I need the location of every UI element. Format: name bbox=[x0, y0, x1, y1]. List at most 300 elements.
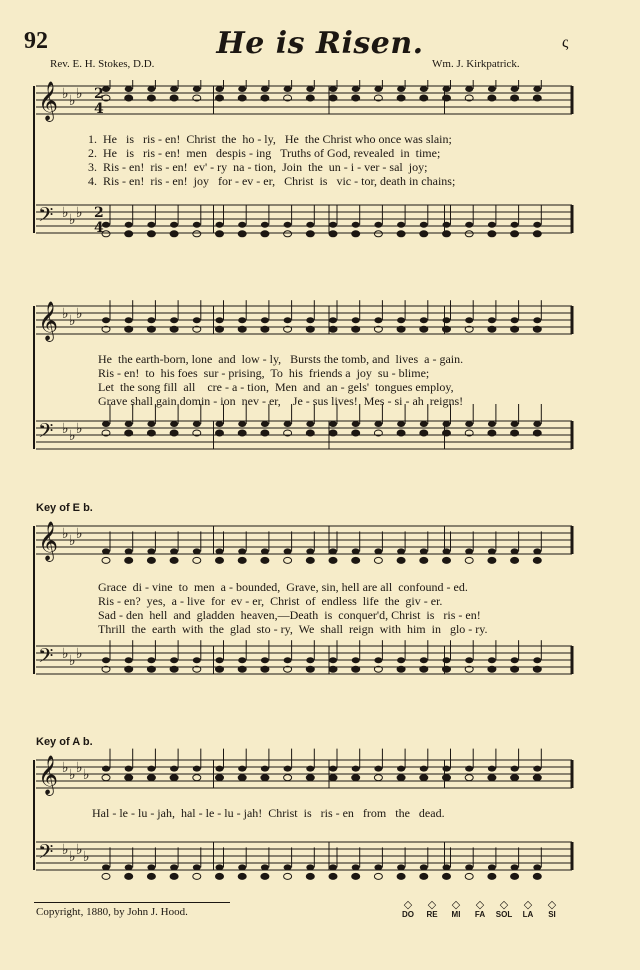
verse-3-line-1 bbox=[88, 160, 640, 174]
note-head bbox=[397, 548, 405, 554]
note-head bbox=[511, 231, 519, 237]
note-head bbox=[102, 864, 110, 870]
note-head bbox=[125, 873, 133, 879]
note-head bbox=[284, 864, 292, 870]
bass-clef-icon: 𝄢 bbox=[38, 419, 54, 447]
note-head bbox=[533, 86, 541, 92]
note-head bbox=[238, 421, 246, 427]
note-head bbox=[329, 657, 337, 663]
note-head bbox=[193, 222, 201, 228]
note-head bbox=[352, 666, 360, 672]
note-head bbox=[147, 775, 155, 781]
note-head bbox=[238, 557, 246, 563]
music-system-2 bbox=[0, 286, 640, 481]
note-head bbox=[329, 430, 337, 436]
note-head bbox=[102, 557, 110, 563]
note-head bbox=[216, 231, 224, 237]
flat-icon: ♭ bbox=[62, 306, 69, 322]
treble-clef-icon: 𝄞 bbox=[38, 81, 59, 121]
solfege-syllable: SI bbox=[548, 910, 556, 919]
note-head bbox=[488, 548, 496, 554]
note-head bbox=[511, 666, 519, 672]
solfege-shape-icon: ◇ bbox=[499, 899, 509, 911]
note-head bbox=[511, 557, 519, 563]
note-head bbox=[238, 775, 246, 781]
note-head bbox=[465, 775, 473, 781]
note-head bbox=[147, 766, 155, 772]
note-head bbox=[147, 864, 155, 870]
note-head bbox=[147, 95, 155, 101]
flat-icon: ♭ bbox=[76, 306, 83, 322]
note-head bbox=[420, 873, 428, 879]
note-head bbox=[329, 421, 337, 427]
note-head bbox=[465, 421, 473, 427]
note-head bbox=[306, 548, 314, 554]
hallelujah-line: Hal - le - lu - jah, hal - le - lu - jah! Christ is ris - en from the dead. bbox=[92, 806, 445, 820]
note-head bbox=[511, 775, 519, 781]
note-head bbox=[352, 430, 360, 436]
flat-icon: ♭ bbox=[69, 767, 76, 783]
note-head bbox=[533, 421, 541, 427]
note-head bbox=[216, 666, 224, 672]
flat-icon: ♭ bbox=[62, 205, 69, 221]
note-head bbox=[397, 95, 405, 101]
note-head bbox=[238, 548, 246, 554]
note-head bbox=[533, 317, 541, 323]
note-head bbox=[443, 548, 451, 554]
bass-staff bbox=[36, 640, 572, 674]
bass-clef-icon: 𝄢 bbox=[38, 644, 54, 672]
note-head bbox=[306, 86, 314, 92]
note-head bbox=[147, 326, 155, 332]
note-head bbox=[352, 326, 360, 332]
note-head bbox=[443, 775, 451, 781]
note-head bbox=[284, 317, 292, 323]
solfege-shape-icon: ◇ bbox=[475, 899, 485, 911]
note-head bbox=[193, 775, 201, 781]
note-head bbox=[306, 222, 314, 228]
verse-number: 2. bbox=[88, 146, 97, 160]
note-head bbox=[420, 231, 428, 237]
note-head bbox=[465, 231, 473, 237]
note-head bbox=[102, 317, 110, 323]
note-head bbox=[125, 231, 133, 237]
note-head bbox=[397, 864, 405, 870]
lyric-text: He is ris - en! men despis - ing Truths of God, revealed in time; bbox=[103, 146, 441, 160]
treble-staff bbox=[36, 749, 572, 796]
note-head bbox=[533, 864, 541, 870]
flat-icon: ♭ bbox=[76, 205, 83, 221]
note-head bbox=[465, 222, 473, 228]
note-head bbox=[374, 873, 382, 879]
note-head bbox=[511, 864, 519, 870]
note-head bbox=[352, 775, 360, 781]
note-head bbox=[443, 222, 451, 228]
note-head bbox=[261, 421, 269, 427]
author-credit: Rev. E. H. Stokes, D.D. bbox=[50, 58, 155, 70]
note-head bbox=[352, 766, 360, 772]
key-label-ab: Key of A b. bbox=[36, 736, 93, 748]
note-head bbox=[329, 222, 337, 228]
note-head bbox=[261, 317, 269, 323]
flat-icon: ♭ bbox=[62, 646, 69, 662]
note-head bbox=[420, 864, 428, 870]
note-head bbox=[261, 657, 269, 663]
note-head bbox=[284, 421, 292, 427]
note-head bbox=[125, 557, 133, 563]
note-head bbox=[216, 775, 224, 781]
chorus-line-4: Thrill the earth with the glad sto - ry, We shall reign with him in glo - ry. bbox=[98, 622, 488, 636]
note-head bbox=[329, 231, 337, 237]
note-head bbox=[329, 86, 337, 92]
note-head bbox=[170, 666, 178, 672]
note-head bbox=[420, 222, 428, 228]
solfege-shape-icon: ◇ bbox=[451, 899, 461, 911]
verse-4-line-1 bbox=[88, 174, 640, 188]
note-head bbox=[533, 430, 541, 436]
page-number: 92 bbox=[24, 28, 48, 54]
note-head bbox=[147, 657, 155, 663]
chorus-line-2: Ris - en? yes, a - live for ev - er, Christ of endless life the giv - er. bbox=[98, 594, 443, 608]
note-head bbox=[352, 864, 360, 870]
note-head bbox=[216, 864, 224, 870]
note-head bbox=[420, 666, 428, 672]
note-head bbox=[193, 864, 201, 870]
note-head bbox=[465, 548, 473, 554]
note-head bbox=[306, 766, 314, 772]
note-head bbox=[443, 666, 451, 672]
note-head bbox=[443, 766, 451, 772]
note-head bbox=[125, 864, 133, 870]
note-head bbox=[170, 326, 178, 332]
flat-icon: ♭ bbox=[62, 421, 69, 437]
solfege-shape-icon: ◇ bbox=[523, 899, 533, 911]
note-head bbox=[420, 775, 428, 781]
note-head bbox=[374, 317, 382, 323]
note-head bbox=[420, 421, 428, 427]
treble-staff bbox=[36, 521, 572, 563]
lyric-text: Ris - en! ris - en! joy for - ev - er, Christ is vic - tor, death in chains; bbox=[103, 174, 456, 188]
composer-credit: Wm. J. Kirkpatrick. bbox=[432, 58, 520, 70]
note-head bbox=[511, 548, 519, 554]
note-head bbox=[147, 421, 155, 427]
note-head bbox=[488, 766, 496, 772]
note-head bbox=[261, 873, 269, 879]
solfege-shape-icon: ◇ bbox=[547, 899, 557, 911]
flat-icon: ♭ bbox=[76, 760, 83, 776]
note-head bbox=[125, 86, 133, 92]
flat-icon: ♭ bbox=[76, 842, 83, 858]
chorus-line-1: Grace di - vine to men a - bounded, Grave, sin, hell are all confound - ed. bbox=[98, 580, 468, 594]
note-head bbox=[443, 557, 451, 563]
verse-number: 1. bbox=[88, 132, 97, 146]
note-head bbox=[397, 430, 405, 436]
note-head bbox=[397, 317, 405, 323]
verse-1-line-2: He the earth-born, lone and low - ly, Bursts the tomb, and lives a - gain. bbox=[98, 352, 464, 366]
note-head bbox=[397, 231, 405, 237]
note-head bbox=[306, 666, 314, 672]
note-head bbox=[352, 657, 360, 663]
note-head bbox=[306, 326, 314, 332]
note-head bbox=[261, 775, 269, 781]
note-head bbox=[511, 222, 519, 228]
note-head bbox=[374, 231, 382, 237]
note-head bbox=[374, 222, 382, 228]
note-head bbox=[488, 430, 496, 436]
note-head bbox=[238, 317, 246, 323]
note-head bbox=[306, 864, 314, 870]
note-head bbox=[397, 86, 405, 92]
note-head bbox=[125, 666, 133, 672]
note-head bbox=[465, 873, 473, 879]
note-head bbox=[397, 326, 405, 332]
note-head bbox=[352, 421, 360, 427]
note-head bbox=[397, 557, 405, 563]
note-head bbox=[374, 548, 382, 554]
note-head bbox=[125, 766, 133, 772]
note-head bbox=[488, 657, 496, 663]
note-head bbox=[488, 317, 496, 323]
note-head bbox=[193, 86, 201, 92]
note-head bbox=[147, 666, 155, 672]
note-head bbox=[352, 231, 360, 237]
note-head bbox=[238, 95, 246, 101]
note-head bbox=[533, 557, 541, 563]
note-head bbox=[170, 430, 178, 436]
note-head bbox=[216, 657, 224, 663]
note-head bbox=[170, 864, 178, 870]
flat-icon: ♭ bbox=[83, 767, 90, 783]
note-head bbox=[284, 657, 292, 663]
bass-staff bbox=[36, 203, 572, 237]
note-head bbox=[420, 548, 428, 554]
note-head bbox=[465, 317, 473, 323]
note-head bbox=[102, 657, 110, 663]
note-head bbox=[352, 86, 360, 92]
note-head bbox=[216, 766, 224, 772]
note-head bbox=[533, 666, 541, 672]
time-signature-bottom: 4 bbox=[94, 101, 104, 117]
note-head bbox=[329, 317, 337, 323]
note-head bbox=[397, 873, 405, 879]
flat-icon: ♭ bbox=[69, 212, 76, 228]
note-head bbox=[284, 873, 292, 879]
note-head bbox=[216, 421, 224, 427]
note-head bbox=[147, 873, 155, 879]
note-head bbox=[102, 766, 110, 772]
note-head bbox=[284, 557, 292, 563]
note-head bbox=[261, 766, 269, 772]
note-head bbox=[170, 317, 178, 323]
note-head bbox=[465, 657, 473, 663]
solfege-syllable: SOL bbox=[495, 910, 513, 919]
note-head bbox=[193, 766, 201, 772]
note-head bbox=[193, 548, 201, 554]
note-head bbox=[533, 95, 541, 101]
solfege-syllable: LA bbox=[522, 910, 534, 919]
music-system-3 bbox=[0, 498, 640, 703]
solfege-syllable: DO bbox=[402, 910, 414, 919]
copyright-notice: Copyright, 1880, by John J. Hood. bbox=[36, 906, 188, 918]
note-head bbox=[216, 430, 224, 436]
note-head bbox=[125, 95, 133, 101]
note-head bbox=[374, 557, 382, 563]
note-head bbox=[238, 766, 246, 772]
note-head bbox=[284, 231, 292, 237]
note-head bbox=[511, 657, 519, 663]
note-head bbox=[420, 317, 428, 323]
flat-icon: ♭ bbox=[62, 526, 69, 542]
note-head bbox=[102, 873, 110, 879]
note-head bbox=[284, 775, 292, 781]
note-head bbox=[216, 548, 224, 554]
bass-clef-icon: 𝄢 bbox=[38, 840, 54, 868]
note-head bbox=[170, 421, 178, 427]
note-head bbox=[397, 657, 405, 663]
note-head bbox=[238, 873, 246, 879]
note-head bbox=[125, 317, 133, 323]
note-head bbox=[238, 86, 246, 92]
verse-number: 3. bbox=[88, 160, 97, 174]
note-head bbox=[488, 421, 496, 427]
note-head bbox=[420, 326, 428, 332]
note-head bbox=[306, 557, 314, 563]
flat-icon: ♭ bbox=[76, 646, 83, 662]
note-head bbox=[193, 421, 201, 427]
note-head bbox=[374, 657, 382, 663]
verse-number: 4. bbox=[88, 174, 97, 188]
note-head bbox=[170, 766, 178, 772]
note-head bbox=[147, 86, 155, 92]
flat-icon: ♭ bbox=[69, 849, 76, 865]
flat-icon: ♭ bbox=[76, 86, 83, 102]
note-head bbox=[443, 317, 451, 323]
solfege-syllable: FA bbox=[474, 910, 486, 919]
note-head bbox=[533, 326, 541, 332]
note-head bbox=[488, 775, 496, 781]
note-head bbox=[329, 557, 337, 563]
note-head bbox=[374, 766, 382, 772]
note-head bbox=[374, 86, 382, 92]
note-head bbox=[125, 775, 133, 781]
note-head bbox=[261, 666, 269, 672]
note-head bbox=[329, 95, 337, 101]
flat-icon: ♭ bbox=[62, 760, 69, 776]
flat-icon: ♭ bbox=[69, 313, 76, 329]
note-head bbox=[443, 430, 451, 436]
note-head bbox=[147, 557, 155, 563]
treble-clef-icon: 𝄞 bbox=[38, 521, 59, 561]
note-head bbox=[420, 657, 428, 663]
note-head bbox=[352, 548, 360, 554]
note-head bbox=[193, 317, 201, 323]
verse-1-line-1 bbox=[88, 132, 640, 146]
note-head bbox=[443, 864, 451, 870]
note-head bbox=[511, 317, 519, 323]
hymn-title: He is Risen. bbox=[216, 26, 424, 61]
flat-icon: ♭ bbox=[69, 533, 76, 549]
note-head bbox=[238, 231, 246, 237]
note-head bbox=[397, 766, 405, 772]
note-head bbox=[488, 326, 496, 332]
note-head bbox=[284, 86, 292, 92]
note-head bbox=[443, 95, 451, 101]
note-head bbox=[216, 326, 224, 332]
flat-icon: ♭ bbox=[62, 86, 69, 102]
note-head bbox=[125, 657, 133, 663]
note-head bbox=[306, 873, 314, 879]
key-label-eb: Key of E b. bbox=[36, 502, 93, 514]
note-head bbox=[443, 657, 451, 663]
treble-clef-icon: 𝄞 bbox=[38, 755, 59, 795]
flat-icon: ♭ bbox=[76, 421, 83, 437]
note-head bbox=[488, 864, 496, 870]
lyric-text: Ris - en! ris - en! ev' - ry na - tion, Join the un - i - ver - sal joy; bbox=[103, 160, 428, 174]
flat-icon: ♭ bbox=[76, 526, 83, 542]
note-head bbox=[170, 657, 178, 663]
note-head bbox=[170, 557, 178, 563]
note-head bbox=[306, 657, 314, 663]
note-head bbox=[125, 430, 133, 436]
note-head bbox=[443, 421, 451, 427]
solfege-syllable: MI bbox=[451, 910, 461, 919]
note-head bbox=[533, 766, 541, 772]
verse-4-line-2: Grave shall gain domin - ion nev - er, Je - sus lives! Mes - si - ah reigns! bbox=[98, 394, 464, 408]
note-head bbox=[488, 231, 496, 237]
note-head bbox=[102, 775, 110, 781]
note-head bbox=[329, 326, 337, 332]
bass-clef-icon: 𝄢 bbox=[38, 203, 54, 231]
note-head bbox=[329, 873, 337, 879]
solfege-shape-icon: ◇ bbox=[427, 899, 437, 911]
corner-mark: ς bbox=[562, 34, 569, 51]
time-signature-bottom: 4 bbox=[94, 220, 104, 236]
note-head bbox=[511, 766, 519, 772]
chorus-line-3: Sad - den hell and gladden heaven,—Death is conquer'd, Christ is ris - en! bbox=[98, 608, 481, 622]
note-head bbox=[170, 548, 178, 554]
note-head bbox=[238, 666, 246, 672]
note-head bbox=[261, 430, 269, 436]
note-head bbox=[147, 430, 155, 436]
note-head bbox=[147, 317, 155, 323]
note-head bbox=[443, 86, 451, 92]
verse-2-line-1 bbox=[88, 146, 640, 160]
treble-clef-icon: 𝄞 bbox=[38, 301, 59, 341]
note-head bbox=[216, 86, 224, 92]
note-head bbox=[306, 317, 314, 323]
note-head bbox=[329, 864, 337, 870]
bass-staff bbox=[36, 404, 572, 449]
note-head bbox=[261, 557, 269, 563]
note-head bbox=[374, 421, 382, 427]
note-head bbox=[352, 873, 360, 879]
time-signature-top: 2 bbox=[94, 86, 104, 102]
solfege-shape-icon: ◇ bbox=[403, 899, 413, 911]
note-head bbox=[193, 231, 201, 237]
note-head bbox=[238, 326, 246, 332]
note-head bbox=[443, 873, 451, 879]
note-head bbox=[511, 421, 519, 427]
note-head bbox=[170, 775, 178, 781]
note-head bbox=[488, 666, 496, 672]
solfege-syllable: RE bbox=[426, 910, 438, 919]
note-head bbox=[306, 95, 314, 101]
note-head bbox=[374, 775, 382, 781]
note-head bbox=[352, 222, 360, 228]
note-head bbox=[511, 430, 519, 436]
music-system-4 bbox=[0, 730, 640, 900]
note-head bbox=[488, 95, 496, 101]
